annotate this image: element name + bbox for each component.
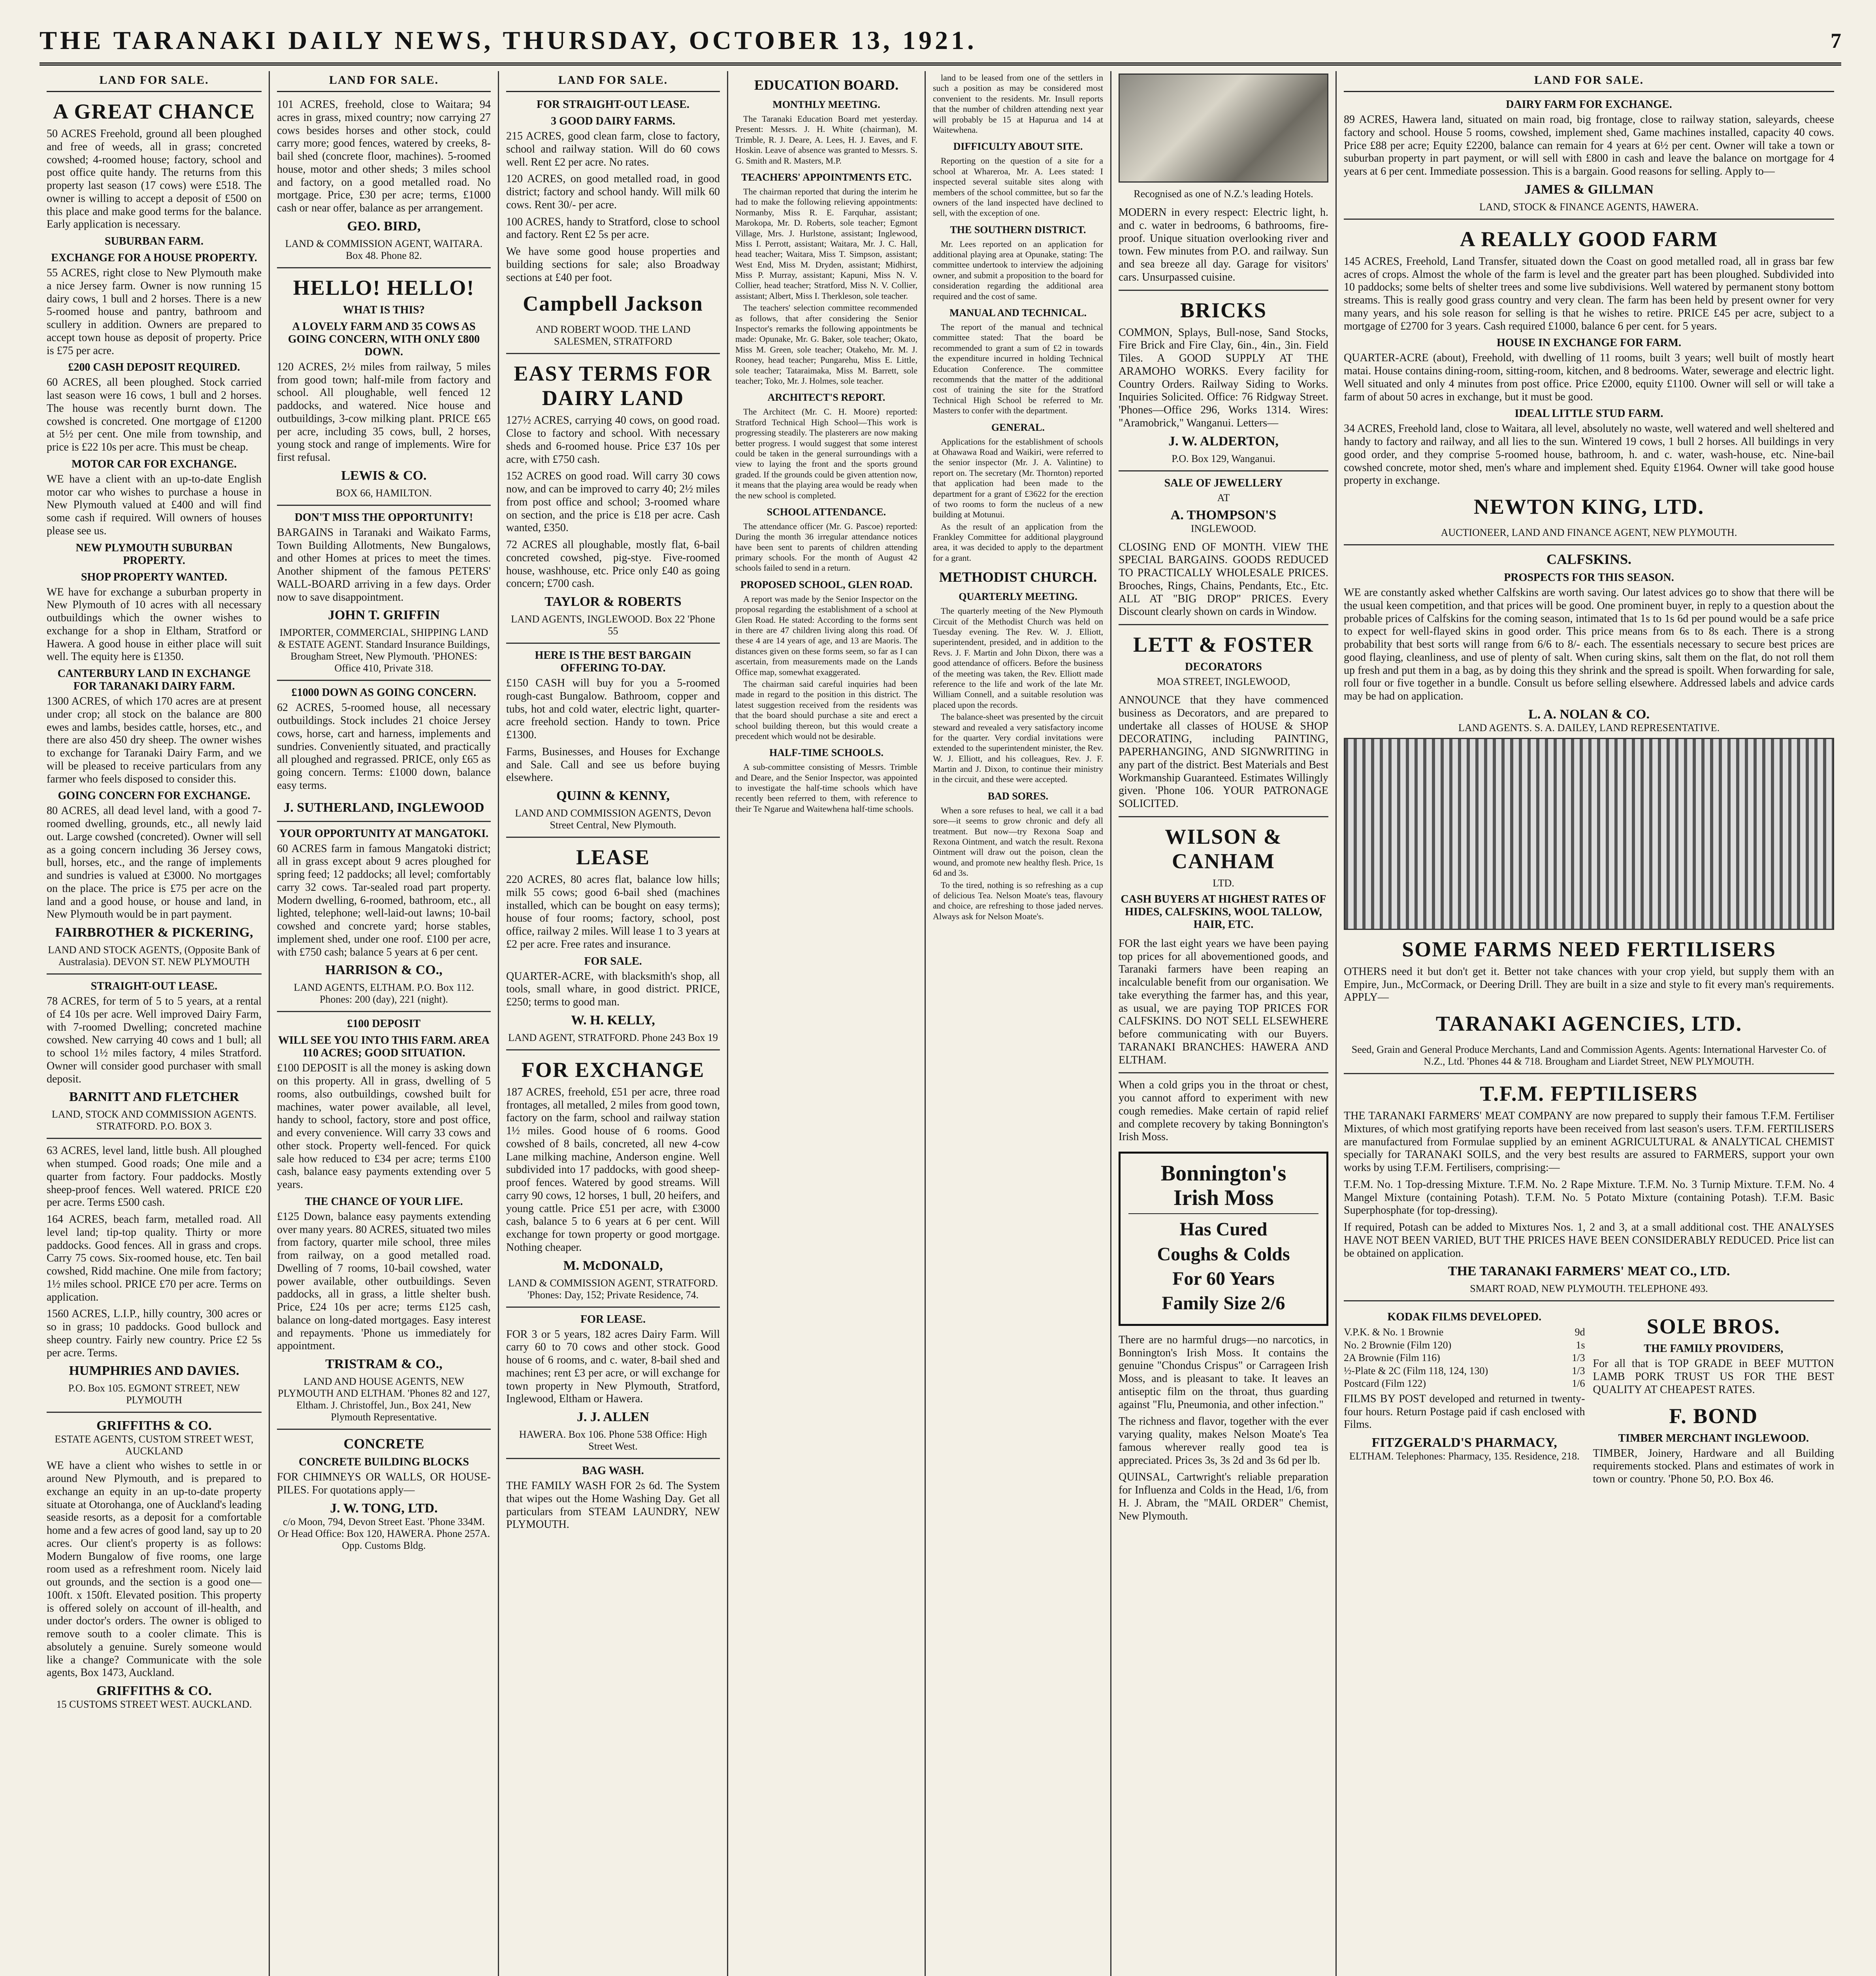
article-paragraph: land to be leased from one of the settlers in such a position as may be considered most convenient to the residents. Mr. Insull reports that the number of children attending next year will probably be 15 at Hapurua and 14 at Waitewhena. [933, 73, 1103, 135]
product-list: T.F.M. No. 1 Top-dressing Mixture. T.F.M. No. 2 Rape Mixture. T.F.M. No. 3 Turnip Mixture. T.F.M. No. 4 Mangel Mixture (containing Potash). T.F.M. No. 5 Potato Mixture (containing Potash). T.F.M. Basic Superphosphate (for top-dressing). [1344, 1178, 1834, 1217]
ad-text: 63 ACRES, level land, little bush. All ploughed when stumped. Good roads; One mile and a quarter from factory. Four paddocks. Mostly sheep-proof fences. Well watered. PRICE £20 per acre. Terms £500 cash. [47, 1144, 262, 1209]
ad-text: THE TARANAKI FARMERS' MEAT COMPANY are now prepared to supply their famous T.F.M. Fertiliser Mixtures, of which most gratifying reports have been received from last season's users. T.F.M. FERTILISERS are manufactured from Formulae supplied by an eminent AGRICULTURAL & ANALYTICAL CHEMIST specially for TARANAKI SOILS, and the very best results are assured to FARMERS, support your own works by using T.F.M. Fertilisers, comprising:— [1344, 1110, 1834, 1174]
ad-heading: BRICKS [1180, 298, 1267, 322]
agent-name: LEWIS & CO. [341, 468, 427, 483]
ad-text: OTHERS need it but don't get it. Better not take chances with your crop yield, but supply them with an Empire, Jun., McCormack, or Deering Drill. They are built in a size and style to fit every man's requirements. APPLY— [1344, 965, 1834, 1004]
ad-heading: WHAT IS THIS? [343, 304, 425, 316]
ad-heading: THE CHANCE OF YOUR LIFE. [305, 1195, 463, 1208]
ad-heading: T.F.M. FEPTILISERS [1480, 1082, 1698, 1105]
ad-subheading: EXCHANGE FOR A HOUSE PROPERTY. [51, 252, 257, 264]
agent-address: MOA STREET, INGLEWOOD, [1156, 676, 1290, 687]
ad-text: 152 ACRES on good road. Will carry 30 cows now, and can be improved to carry 40; 2½ miles from post office and school; 3-roomed whare on section, and the price is £18 per acre. Cash wanted, £350. [506, 470, 720, 534]
ad-text: We have some good house properties and building sections for sale; also Broadway sections at £40 per foot. [506, 245, 720, 284]
masthead [40, 19, 1841, 66]
ad-text: AT [1217, 492, 1230, 503]
ad-subheading: CASH BUYERS AT HIGHEST RATES OF HIDES, CALFSKINS, WOOL TALLOW, HAIR, ETC. [1121, 893, 1326, 931]
agent-name: HARRISON & CO., [325, 963, 443, 978]
ad-subheading: TIMBER MERCHANT INGLEWOOD. [1618, 1432, 1809, 1444]
ad-heading: A REALLY GOOD FARM [1460, 227, 1718, 251]
agent-name: WILSON & CANHAM [1165, 824, 1282, 873]
article-heading: SCHOOL ATTENDANCE. [767, 506, 886, 518]
agent-name: HUMPHRIES AND DAVIES. [69, 1363, 239, 1378]
ad-text: 60 ACRES, all been ploughed. Stock carried last season were 16 cows, 1 bull and 2 horses. The house was recently burnt down. The cowshed is concreted. One mortgage of £1200 at 5½ per cent. One mile from township, and price is £22 10s per acre. This must be cheap. [47, 376, 262, 453]
article-paragraph: To the tired, nothing is so refreshing as a cup of delicious Tea. Nelson Moate's teas, flavoury and choice, are refreshing to those jaded nerves. Always ask for Nelson Moate's. [933, 880, 1103, 921]
ad-text: The richness and flavor, together with the ever varying quality, makes Nelson Moate's Tea famous wherever really good tea is appreciated. Prices 3s, 3s 2d and 3s 6d per lb. [1119, 1415, 1328, 1467]
ad-text: 1560 ACRES, L.I.P., hilly country, 300 acres or so in grass; 10 paddocks. Good bullock and sheep country. Fairly new country. Price £2 5s per acre. Terms. [47, 1308, 262, 1359]
ad-subheading: THE FAMILY PROVIDERS, [1644, 1342, 1784, 1355]
bottom-ads [1344, 1307, 1834, 1490]
agent-address: AND ROBERT WOOD. THE LAND SALESMEN, STRATFORD [506, 320, 720, 354]
ad-heading: CONCRETE [343, 1436, 424, 1452]
agent-name: GEO. BIRD, [347, 219, 421, 234]
agent-name: LETT & FOSTER [1133, 633, 1314, 656]
article-paragraph: The teachers' selection committee recommended as follows, that after considering the Senior Inspector's remarks the following appointments be made: Opunake, Mr. G. Baker, sole teacher; Okato, Miss M. Green, sole teacher; Otakeho, Mr. M. J. Rooney, head teacher; Pungarehu, Miss E. Little, sole teacher; Tataraimaka, Miss M. Barrett, sole teacher; Toko, Mr. J. Holmes, sole teacher. [735, 303, 917, 386]
ad-text: 72 ACRES all ploughable, mostly flat, 6-bail concreted cowshed, pig-stye. Five-roomed house, washhouse, etc. Price only £40 as going concern; £700 cash. [506, 539, 720, 590]
product-claim: Has Cured [1179, 1219, 1268, 1240]
agent-address: LAND AND STOCK AGENTS, (Opposite Bank of Australasia). DEVON ST. NEW PLYMOUTH [47, 940, 262, 975]
ad-heading: CANTERBURY LAND IN EXCHANGE FOR TARANAKI DAIRY FARM. [57, 667, 251, 692]
ad-text: 80 ACRES, all dead level land, with a good 7-roomed dwelling, grounds, etc., all newly laid out. Large cowshed (concreted). Owner will sell as a going concern including 36 Jersey cows, bull, horses, etc., and the range of implements and sundries is valued at £3000. No mortgages on the place. The price is £75 per acre on the land and a good house, or house and land, in New Plymouth would be in part payment. [47, 805, 262, 921]
article-subtitle: QUARTERLY MEETING. [959, 591, 1077, 603]
agent-address: Seed, Grain and General Produce Merchants, Land and Commission Agents. Agents: International Harvester Co. of N.Z., Ltd. 'Phones 44 & 718. Brougham and Liardet Street, NEW PLYMOUTH. [1344, 1040, 1834, 1074]
ad-text: 34 ACRES, Freehold land, close to Waitara, all level, absolutely no waste, well watered and well sheltered and handy to factory and railway, and all lies to the sun. Wintered 19 cows, 1 bull 2 horses. All buildings in very good order, and they comprise 5-roomed house, bathroom, h. and c. water, wash-house, etc. Nine-bail cowshed concrete, motor shed, men's whare and implement shed. Equity £1964. Owner will take good house property in exchange. [1344, 422, 1834, 487]
product-claim: Coughs & Colds [1157, 1243, 1290, 1265]
ad-text: £100 DEPOSIT is all the money is asking down on this property. All in grass, dwelling of 5 rooms, also outbuildings, cowshed built for machines, water power available, all level, handy to school, factory, store and post office, and every convenience. Will carry 33 cows and other stock. Property well-fenced. For quick sale how reduced to £34 per acre; terms £100 cash, balance easy payments extending over 5 years. [277, 1062, 491, 1191]
agent-name: NEWTON KING, LTD. [1473, 495, 1705, 519]
ad-heading: GOING CONCERN FOR EXCHANGE. [58, 790, 251, 802]
agent-address: AUCTIONEER, LAND AND FINANCE AGENT, NEW PLYMOUTH. [1344, 523, 1834, 545]
agent-name: JAMES & GILLMAN [1524, 182, 1654, 197]
ad-heading: SUBURBAN FARM. [105, 235, 203, 247]
ad-text: 78 ACRES, for term of 5 to 5 years, at a rental of £4 10s per acre. Well improved Dairy Farm, with 7-roomed Dwelling; concreted machine cowshed. New carrying 40 cows and 1 bull; all to school 1½ miles factory, 4 miles Stratford. Owner will consider good purchaser with small deposit. [47, 995, 262, 1085]
ad-text: 145 ACRES, Freehold, Land Transfer, situated down the Coast on good metalled road, all in grass bar few acres of crops. Almost the whole of the farm is level and the greater part has been ploughed. Subdivided into 10 paddocks; some belts of shelter trees and some live subdivisions. Well watered by permanent stony bottom streams. This is really good grass country and very clean. The farm has been held by present owner for very many years, and his sole reason for selling is that he wishes to retire. PRICE £45 per acre, subject to a mortgage of £2700 for 3 years. Cash required £1000, balance 6 per cent. for 5 years. [1344, 255, 1834, 332]
article-paragraph: The quarterly meeting of the New Plymouth Circuit of the Methodist Church was held on Tuesday evening. The Rev. W. J. Elliott, superintendent, presided, and in addition to the Revs. J. F. Martin and John Dixon, there was a good attendance of officers. Before the business of the meeting was taken, the Rev. Elliott made reference to the life and work of the late Mr. William Connell, and a suitable resolution was placed upon the records. [933, 606, 1103, 710]
column-4 [727, 71, 925, 1976]
ad-text: If required, Potash can be added to Mixtures Nos. 1, 2 and 3, at a small additional cost. THE ANALYSES HAVE NOT BEEN VARIED, BUT THE PRICES HAVE BEEN CONSIDERABLY REDUCED. Price list can be obtained on application. [1344, 1221, 1834, 1260]
agent-name: FITZGERALD'S PHARMACY, [1371, 1435, 1557, 1450]
ad-text: QUARTER-ACRE, with blacksmith's shop, all tools, small whare, in good district. PRICE, £250; terms to good man. [506, 970, 720, 1008]
agent-address: LAND AGENT, STRATFORD. Phone 243 Box 19 [506, 1028, 720, 1050]
ad-heading: EASY TERMS FOR DAIRY LAND [514, 362, 712, 410]
ad-text: 55 ACRES, right close to New Plymouth make a nice Jersey farm. Owner is now running 15 dairy cows, 1 bull and 2 horses. There is a new 5-roomed house and pantry, bathroom and scullery in addition. Owners are prepared to accept town house as deposit of property. Price is £75 per acre. [47, 267, 262, 357]
ad-text: BARGAINS in Taranaki and Waikato Farms, Town Building Allotments, New Bungalows, and other Homes at prices to meet the times. Another shipment of the famous PETERS' WALL-BOARD arriving in a few days. Order now to save disappointment. [277, 526, 491, 603]
section-header: LAND FOR SALE. [1344, 71, 1834, 92]
ad-subheading: 3 GOOD DAIRY FARMS. [551, 115, 675, 127]
ad-text: 220 ACRES, 80 acres flat, balance low hills; milk 55 cows; good 6-bail shed (machines installed, which can be bought on easy terms); house of four rooms; factory, school, post office, railway 2 miles. Will lease 1 to 3 years at £2 per acre. Free rates and insurance. [506, 873, 720, 950]
product-price: Family Size 2/6 [1162, 1293, 1285, 1314]
ad-text: 187 ACRES, freehold, £51 per acre, three road frontages, all metalled, 2 miles from good town, factory on the farm, school and railway station 1½ miles. Good house of 6 rooms. Good cowshed of 8 bails, concreted, all new 4-cow Lane milking machine, Anderson engine. Well subdivided into 17 paddocks, with good sheep-proof fences. Watered by good streams. Will carry 90 cows, 12 horses, 1 bull, 20 heifers, and young cattle. Price £51 per acre, with £3000 cash, balance 5 to 6 years at 6 per cent. Will exchange for town property or good mortgage. Nothing cheaper. [506, 1086, 720, 1254]
article-heading: ARCHITECT'S REPORT. [767, 392, 885, 403]
agent-name: J. W. TONG, LTD. [330, 1501, 438, 1516]
ad-text: WE have for exchange a suburban property in New Plymouth of 10 acres with all necessary outbuildings which the owner wishes to exchange for a shop in Eltham, Stratford or Hawera. A good house in either place will suit well. The equity here is £1350. [47, 586, 262, 663]
ad-subheading: PROSPECTS FOR THIS SEASON. [1504, 571, 1674, 584]
ad-heading: SOME FARMS NEED FERTILISERS [1402, 937, 1776, 961]
agent-name: A. THOMPSON'S [1170, 507, 1277, 522]
ad-text: 120 ACRES, on good metalled road, in good district; factory and school handy. Will milk 60 cows. Rent 30/- per acre. [506, 173, 720, 211]
agent-address: LAND & COMMISSION AGENT, STRATFORD. 'Phones: Day, 152; Private Residence, 74. [506, 1273, 720, 1308]
article-paragraph: A report was made by the Senior Inspector on the proposal regarding the establishment of a school at Glen Road. He stated: According to the forms sent in there are 47 children living along this road. Of these 4 are 14 years of age, and 13 are Maoris. The distances given on these forms seem, so far as I can ascertain, from measurements made on the Lands Office map, somewhat exaggerated. [735, 594, 917, 677]
agent-address: P.O. Box 105. EGMONT STREET, NEW PLYMOUTH [47, 1378, 262, 1413]
price-row: No. 2 Brownie (Film 120) 1s [1344, 1339, 1585, 1351]
page-number: 7 [1831, 29, 1841, 53]
price-row: ½-Plate & 2C (Film 118, 124, 130) 1/3 [1344, 1365, 1585, 1376]
ad-heading: £1000 DOWN AS GOING CONCERN. [291, 686, 477, 699]
agent-name: J. W. ALDERTON, [1168, 434, 1279, 449]
ad-heading: FOR SALE. [584, 955, 642, 967]
ad-text: 164 ACRES, beach farm, metalled road. All level land; tip-top quality. Thirty or more paddocks. Good fences. All in grass and crops. Carry 75 cows. Six-roomed house, etc. Ten bail cowshed, Ridd machine. One mile from factory; 1½ miles school. PRICE £70 per acre. Terms on application. [47, 1213, 262, 1303]
ad-subheading: CONCRETE BUILDING BLOCKS [299, 1456, 469, 1468]
ad-heading: IDEAL LITTLE STUD FARM. [1514, 407, 1663, 420]
agent-address: LAND, STOCK & FINANCE AGENTS, HAWERA. [1344, 197, 1834, 220]
ad-text: 100 ACRES, handy to Stratford, close to school and factory. Rent £2 5s per acre. [506, 215, 720, 241]
article-paragraph: The attendance officer (Mr. G. Pascoe) reported: During the month 36 irregular attendance notices have been sent to parents of children attending primary schools. For the month of August 42 schools failed to send in a return. [735, 521, 917, 573]
article-heading: DIFFICULTY ABOUT SITE. [953, 141, 1083, 153]
ad-heading: NEW PLYMOUTH SUBURBAN PROPERTY. [75, 541, 233, 567]
ad-text: 62 ACRES, 5-roomed house, all necessary outbuildings. Stock includes 21 choice Jersey cows, horse, cart and harness, implements and sundries. Conveniently situated, and practically all ploughed and regrassed. PRICE, only £65 as going concern. Terms: £1000 down, balance easy terms. [277, 701, 491, 792]
article-paragraph: The Taranaki Education Board met yesterday. Present: Messrs. J. H. White (chairman), M. Trimble, R. J. Deare, A. Lees, H. J. Eaves, and F. Hoskin. Leave of absence was granted to Messrs. S. G. Smith and R. Masters, M.P. [735, 114, 917, 166]
section-header: LAND FOR SALE. [506, 71, 720, 92]
columns [40, 71, 1841, 1976]
column-1 [40, 71, 269, 1976]
ad-subheading: DECORATORS [1185, 661, 1262, 673]
agent-address: ELTHAM. Telephones: Pharmacy, 135. Residence, 218. [1349, 1450, 1580, 1462]
ad-text: £125 Down, balance easy payments extending over many years. 80 ACRES, situated two miles from factory, quarter mile school, three miles from railway, on a good metalled road. Dwelling of 7 rooms, 10-bail cowshed, water power available, other outbuildings. Seven paddocks, all in grass, a little shelter bush. Price, £24 10s per acre; terms £125 cash, balance on long-dated mortgages. Easy interest and repayments. 'Phone us immediately for appointment. [277, 1210, 491, 1352]
ad-text: WE are constantly asked whether Calfskins are worth saving. Our latest advices go to show that there will be the usual keen competition, and that prices will be good. One prominent buyer, in reply to a question about the probable prices of Calfskins for the coming season, intimated that 1s to 1s 6d per pound would be a safe price to expect for well-flayed skins in good order. This price means from 6s to 8s each. There is a strong probability that best sorts will range from 6/6 to 8/- each. The essentials necessary to secure best prices are good flaying, cleanliness, and use of plenty of salt. When curing skins, salt them on the flat, do not roll them up fresh and put them in a bag, as by doing this they shrink and the spread is spoilt. When forwarding for sale, roll four or five together in a bundle. Consult us before selling elsewhere. Addressed labels and advice cards may be had on application. [1344, 586, 1834, 702]
ad-heading: DAIRY FARM FOR EXCHANGE. [1506, 98, 1672, 111]
hotel-illustration [1119, 74, 1328, 183]
section-header: LAND FOR SALE. [277, 71, 491, 92]
column-3 [498, 71, 727, 1976]
article-heading: PROPOSED SCHOOL, GLEN ROAD. [740, 579, 913, 590]
sole-bros-ad [1593, 1307, 1835, 1490]
ad-text: TIMBER, Joinery, Hardware and all Building requirements stocked. Plans and estimates of work in town or country. 'Phone 50, P.O. Box 46. [1593, 1447, 1834, 1485]
ad-text: 101 ACRES, freehold, close to Waitara; 94 acres in grass, mixed country; now carrying 27 cows besides horses and other stock, could carry more; good fences, watered by creeks, 8-bail shed (concrete floor, machines). 5-roomed house, motor and other sheds; 3 miles school and factory, on a good metalled road. No mortgage. Price, £30 per acre; terms, £1000 cash or near offer, balance as per arrangement. [277, 98, 491, 214]
article-paragraph: Mr. Lees reported on an application for additional playing area at Opunake, stating: The committee undertook to interview the adjoining owner, and submit a proposition to the board for consideration regarding the additional area required and the cost of same. [933, 239, 1103, 301]
price-row: Postcard (Film 122) 1/6 [1344, 1378, 1585, 1390]
agent-address: c/o Moon, 794, Devon Street East. 'Phone 334M. Or Head Office: Box 120, HAWERA. Phone 257A. Opp. Customs Bldg. [277, 1516, 490, 1551]
ad-heading: DON'T MISS THE OPPORTUNITY! [294, 511, 473, 524]
article-heading: BAD SORES. [987, 790, 1049, 802]
ad-heading: LEASE [576, 845, 650, 869]
ad-heading: BAG WASH. [582, 1465, 644, 1477]
ad-text: For all that is TOP GRADE in BEEF MUTTON LAMB PORK TRUST US FOR THE BEST QUALITY AT CHEAPEST RATES. [1593, 1358, 1834, 1396]
ad-subheading: A LOVELY FARM AND 35 COWS AS GOING CONCERN, WITH ONLY £800 DOWN. [288, 320, 480, 358]
ad-heading: MOTOR CAR FOR EXCHANGE. [72, 458, 237, 470]
product-title: Irish Moss [1173, 1185, 1274, 1210]
agent-address: ESTATE AGENTS, CUSTOM STREET WEST, AUCKLAND [55, 1433, 254, 1457]
ad-text: ANNOUNCE that they have commenced business as Decorators, and are prepared to undertake all classes of HOUSE & SHOP DECORATING, including PAINTING, PAPERHANGING, AND SIGNWRITING in any part of the district. Best Materials and Best Workmanship Guaranteed. Estimates Willingly given. 'Phone 106. YOUR PATRONAGE SOLICITED. [1119, 690, 1328, 817]
agent-address: INGLEWOOD. [1190, 522, 1256, 534]
section-header: LAND FOR SALE. [47, 71, 262, 92]
ad-heading: HERE IS THE BEST BARGAIN OFFERING TO-DAY. [535, 649, 691, 674]
agent-address: P.O. Box 129, Wanganui. [1119, 449, 1328, 471]
ad-text: 1300 ACRES, of which 170 acres are at present under crop; all stock on the balance are 800 ewes and lambs, besides cattle, horses, etc., and there are also 450 dry sheep. The owner wishes to exchange for Taranaki Dairy Farm, and we will be pleased to receive particulars from any farmer who feels disposed to consider this. [47, 695, 262, 785]
agent-address: LAND & COMMISSION AGENT, WAITARA. Box 48. Phone 82. [277, 234, 491, 268]
kodak-ad [1344, 1307, 1585, 1490]
agent-address: LAND AGENTS. S. A. DAILEY, LAND REPRESENTATIVE. [1458, 722, 1720, 733]
agent-name: Campbell Jackson [523, 292, 703, 316]
agent-name: JOHN T. GRIFFIN [328, 608, 440, 623]
column-5 [925, 71, 1110, 1976]
agent-name: J. SUTHERLAND, INGLEWOOD [277, 796, 491, 822]
ad-text: £150 CASH will buy for you a 5-roomed rough-cast Bungalow. Bathroom, copper and tubs, hot and cold water, electric light, quarter-acre freehold section. Handy to town. Price £1300. [506, 677, 720, 741]
seed-drill-illustration [1344, 738, 1834, 930]
agent-name: W. H. KELLY, [571, 1013, 655, 1028]
article-heading: TEACHERS' APPOINTMENTS ETC. [741, 171, 912, 183]
agent-address: SMART ROAD, NEW PLYMOUTH. TELEPHONE 493. [1344, 1279, 1834, 1301]
ad-text: FILMS BY POST developed and returned in twenty-four hours. Return Postage paid if cash enclosed with Films. [1344, 1392, 1585, 1431]
article-paragraph: The chairman said careful inquiries had been made in regard to the position in this district. The latest suggestion received from the residents was that the board should purchase a site and erect a school building thereon, but this would create a precedent which would not be desirable. [735, 679, 917, 741]
article-paragraph: As the result of an application from the Frankley Committee for additional playground area, it was decided to apply to the department for a grant. [933, 521, 1103, 563]
ad-text: COMMON, Splays, Bull-nose, Sand Stocks, Fire Brick and Fire Clay, 6in., 4in., 3in. Field Tiles. A GOOD SUPPLY AT THE ARAMOHO WORKS. Every facility for Country Orders. Railway Siding to Works. Inquiries Solicited. Office: 76 Ridgway Street. 'Phones—Office 296, Works 1314. Wires: "Aramobrick," Wanganui. Letters— [1119, 326, 1328, 429]
agent-address: LAND AND COMMISSION AGENTS, Devon Street Central, New Plymouth. [506, 803, 720, 838]
agent-name: SOLE BROS. [1646, 1314, 1780, 1339]
price-row: 2A Brownie (Film 116) 1/3 [1344, 1352, 1585, 1364]
ad-heading: CALFSKINS. [1546, 551, 1632, 567]
column-6 [1110, 71, 1335, 1976]
article-paragraph: When a sore refuses to heal, we call it a bad sore—it seems to grow chronic and defy all treatment. But now—try Rexona Soap and Rexona Ointment, and watch the result. Rexona Ointment will draw out the poison, clean the wound, and promote new healthy flesh. Price, 1s 6d and 3s. [933, 805, 1103, 878]
agent-name: M. McDONALD, [563, 1258, 663, 1273]
bonnington-ad [1119, 1152, 1328, 1326]
agent-name: BARNITT AND FLETCHER [69, 1090, 239, 1105]
agent-name: TRISTRAM & CO., [325, 1357, 443, 1371]
agent-name: THE TARANAKI FARMERS' MEAT CO., LTD. [1448, 1264, 1730, 1279]
ad-text: FOR CHIMNEYS OR WALLS, OR HOUSE-PILES. For quotations apply— [277, 1471, 491, 1496]
ad-heading: KODAK FILMS DEVELOPED. [1387, 1311, 1542, 1324]
ad-heading: £200 CASH DEPOSIT REQUIRED. [68, 361, 240, 374]
ad-text: FOR the last eight years we have been paying top prices for all abovementioned goods, and Taranaki farmers have been reaping an incalculable benefit from our organisation. We take everything the farmer has, and this year, as usual, we are paying TOP PRICES FOR CALFSKINS. DO NOT SELL ELSEWHERE before communicating with our Buyers. TARANAKI BRANCHES: HAWERA AND ELTHAM. [1119, 933, 1328, 1074]
article-paragraph: The balance-sheet was presented by the circuit steward and revealed a very satisfactory income for the quarter. Very cordial invitations were extended to the superintendent minister, the Rev. W. J. Elliott, and his colleagues, Rev. J. F. Martin and J. Dixon, to continue their ministry in the circuit, and these were accepted. [933, 712, 1103, 784]
ad-heading: SALE OF JEWELLERY [1164, 477, 1283, 489]
ad-text: THE FAMILY WASH FOR 2s 6d. The System that wipes out the Home Washing Day. Get all particulars from STEAM LAUNDRY, NEW PLYMOUTH. [506, 1480, 720, 1531]
ad-text: FOR 3 or 5 years, 182 acres Dairy Farm. Will carry 60 to 70 cows and other stock. Good house of 6 rooms, and c. water, 8-bail shed and machines; rent £3 per acre, or will exchange for town property in New Plymouth, Stratford, Inglewood, Eltham or Hawera. [506, 1328, 720, 1405]
price-list [1344, 1326, 1585, 1390]
agent-address: LAND AND HOUSE AGENTS, NEW PLYMOUTH AND ELTHAM. 'Phones 82 and 127, Eltham. J. Christoffel, Jun., Box 241, New Plymouth Representative. [277, 1372, 491, 1430]
ad-text: QUINSAL, Cartwright's reliable preparation for Influenza and Colds in the Head, 1/6, from H. J. Abram, the "MAIL ORDER" Chemist, New Plymouth. [1119, 1471, 1328, 1522]
ad-heading: HELLO! HELLO! [293, 275, 475, 300]
product-claim: For 60 Years [1172, 1268, 1275, 1289]
agent-address: LAND, STOCK AND COMMISSION AGENTS. STRATFORD. P.O. BOX 3. [47, 1105, 262, 1139]
agent-address: 15 CUSTOMS STREET WEST. AUCKLAND. [56, 1699, 252, 1710]
agent-address: IMPORTER, COMMERCIAL, SHIPPING LAND & ESTATE AGENT. Standard Insurance Buildings, Brougham Street, New Plymouth. 'PHONES: Office 410, Private 318. [277, 623, 491, 681]
article-paragraph: Reporting on the question of a site for a school at Whareroa, Mr. A. Lees stated: I inspected several suitable sites along with members of the school committee, but so far the owners of the land inspected have declined to sell, with the exception of one. [933, 156, 1103, 218]
ad-text: 215 ACRES, good clean farm, close to factory, school and railway station. Will do 60 cows well. Rent £2 per acre. No rates. [506, 130, 720, 168]
agent-name: FAIRBROTHER & PICKERING, [55, 925, 253, 940]
ad-text: MODERN in every respect: Electric light, h. and c. water in bedrooms, 6 bathrooms, fire-proof. Unique situation overlooking river and town. Few minutes from P.O. and railway. Sun and sea breeze all day. Garage for visitors' cars. Unsurpassed cuisine. [1119, 202, 1328, 291]
column-2 [269, 71, 498, 1976]
agent-suffix: LTD. [1213, 877, 1234, 889]
ad-heading: FOR EXCHANGE [521, 1058, 705, 1082]
ad-heading: FOR LEASE. [580, 1313, 646, 1326]
ad-text: WE have a client who wishes to settle in or around New Plymouth, and is prepared to exchange an equity in an up-to-date property situate at Otorohanga, one of Auckland's leading seaside resorts, as a deposit for a comfortable home and a few acres of good land, say up to 20 acres. Our client's property is as follows: Modern Bungalow of five rooms, one large room used as a refreshment room. Nicely laid out grounds, and the section is a good one—100ft. x 150ft. Elevated position. This property is offered solely on account of ill-health, and under doctor's orders. The owner is obliged to remove south to a cooler climate. This is absolutely a genuine. Surely someone would like a change? Communicate with the sole agents, Box 1473, Auckland. [47, 1459, 262, 1679]
agent-address: LAND AGENTS, INGLEWOOD. Box 22 'Phone 55 [506, 609, 720, 644]
article-heading: MANUAL AND TECHNICAL. [949, 307, 1087, 319]
agent-address: HAWERA. Box 106. Phone 538 Office: High Street West. [506, 1425, 720, 1459]
ad-text: Farms, Businesses, and Houses for Exchange and Sale. Call and see us before buying elsewhere. [506, 745, 720, 784]
agent-name: J. J. ALLEN [576, 1410, 650, 1424]
ad-subheading: SHOP PROPERTY WANTED. [81, 571, 228, 583]
ad-text: CLOSING END OF MONTH. VIEW THE SPECIAL BARGAINS. GOODS REDUCED TO PRACTICALLY WHOLESALE PRICES. Brooches, Rings, Chains, Pendants, Etc., Etc. ALL AT "BIG DROP" PRICES. Every Discount clearly shown on cards in Window. [1119, 537, 1328, 626]
agent-name: TARANAKI AGENCIES, LTD. [1435, 1012, 1742, 1035]
agent-name: F. BOND [1669, 1404, 1758, 1428]
article-heading: HALF-TIME SCHOOLS. [769, 747, 883, 759]
column-7 [1335, 71, 1841, 1976]
article-paragraph: The Architect (Mr. C. H. Moore) reported: Stratford Technical High School—This work is progressing steadily. The plasterers are now making better progress. I would suggest that some interest could be taken in the general surroundings with a view to laying the front and the sports ground graded. If the grounds could be given attention now, it means that the playing area would be ready when the new school is completed. [735, 407, 917, 500]
ad-subheading: WILL SEE YOU INTO THIS FARM. AREA 110 ACRES; GOOD SITUATION. [278, 1034, 490, 1060]
ad-text: When a cold grips you in the throat or chest, you cannot afford to experiment with new cough remedies. Make certain of rapid relief and complete recovery by taking Bonnington's Irish Moss. [1119, 1079, 1328, 1143]
ad-text: 89 ACRES, Hawera land, situated on main road, big frontage, close to railway station, saleyards, cheese factory and school. House 5 rooms, cowshed, implement shed, Game machines installed, capacity 40 cows. Price £88 per acre; Equity £2200, balance can remain for 4 years at 6½ per cent. Owner will take a town or suburban property in part payment, or will sell with £800 in cash and leave the balance on mortgage for 4 years at 6 per cent. Immediate possession. This is a bargain. Good reasons for selling. Apply to— [1344, 113, 1834, 177]
ad-text: 127½ ACRES, carrying 40 cows, on good road. Close to factory and school. With necessary sheds and 6-roomed house. Price £37 10s per acre, with £750 cash. [506, 414, 720, 466]
ad-text: There are no harmful drugs—no narcotics, in Bonnington's Irish Moss. It contains the genuine "Chondus Crispus" or Carrageen Irish Moss, and is pleasant to take. It leaves an antiseptic film on the throat, thus guarding against "Flu, Pneumonia, and other infection." [1119, 1333, 1328, 1411]
agent-address: LAND AGENTS, ELTHAM. P.O. Box 112. Phones: 200 (day), 221 (night). [277, 978, 491, 1012]
ad-heading: A GREAT CHANCE [53, 100, 256, 123]
article-title: EDUCATION BOARD. [754, 77, 899, 93]
article-paragraph: Applications for the establishment of schools at Ohawawa Road and Waikiri, were referred to the senior inspector (Mr. J. A. Valintine) to report on. The secretary (Mr. Thornton) reported that application had been made to the department for a grant of £3622 for the erection of two rooms to form the nucleus of a new building at Motunui. [933, 436, 1103, 520]
article-title: METHODIST CHURCH. [939, 569, 1097, 585]
article-paragraph: A sub-committee consisting of Messrs. Trimble and Deare, and the Senior Inspector, was appointed to investigate the half-time schools which have recently been referred to them, with reference to their Te Ngarue and Waitewhena half-time schools. [735, 762, 917, 814]
ad-heading: YOUR OPPORTUNITY AT MANGATOKI. [279, 827, 489, 840]
ad-heading: STRAIGHT-OUT LEASE. [90, 980, 218, 992]
product-title: Bonnington's [1160, 1161, 1286, 1186]
ad-text: 60 ACRES farm in famous Mangatoki district; all in grass except about 9 acres ploughed for spring feed; 12 paddocks; all level; comfortably carry 32 cows. Tar-sealed road part property. Modern dwelling, 6-roomed, bathroom, etc., all lighted, telephone; well-laid-out lawns; 10-bail cowshed and concrete yard; horse stables, implement shed, under one roof. £100 per acre, with £750 cash; balance 5 years at 6 per cent. [277, 842, 491, 958]
agent-name: GRIFFITHS & CO. [96, 1418, 212, 1433]
article-paragraph: The report of the manual and technical committee stated: That the board be recommended to grant a sum of £2 in towards the expenditure incurred in holding Technical Education Conference. The committee recommends that the matter of the additional cost of training the site for the Stratford Technical High School be referred to Mr. Masters to confer with the department. [933, 322, 1103, 416]
article-subtitle: MONTHLY MEETING. [772, 99, 880, 110]
agent-address: BOX 66, HAMILTON. [277, 483, 491, 506]
article-paragraph: The chairman reported that during the interim he had to make the following relieving appointments: Normanby, Miss R. E. Farquhar, assistant; Marokopa, Mr. D. Roberts, sole teacher; Egmont Village, Mrs. J. Hurlstone, assistant; Inglewood, Miss I. Perrott, assistant; Waitara, Mr. J. C. Hall, head teacher; Waitara, Miss T. Simpson, assistant; West End, Miss M. Dryden, assistant; Midhirst, Miss P. Murray, assistant; Kapuni, Miss N. V. Collier, head teacher; Stratford, Miss N. V. Collier, assistant; Albert, Miss I. Therkleson, sole teacher. [735, 186, 917, 301]
article-heading: THE SOUTHERN DISTRICT. [950, 224, 1086, 236]
ad-heading: FOR STRAIGHT-OUT LEASE. [537, 98, 689, 111]
agent-name: GRIFFITHS & CO. [96, 1684, 212, 1698]
masthead-title: THE TARANAKI DAILY NEWS, THURSDAY, OCTOBER 13, 1921. [40, 26, 977, 55]
price-row: V.P.K. & No. 1 Brownie 9d [1344, 1326, 1585, 1338]
ad-heading: HOUSE IN EXCHANGE FOR FARM. [1497, 337, 1681, 349]
agent-name: TAYLOR & ROBERTS [544, 594, 682, 609]
article-heading: GENERAL. [991, 421, 1045, 433]
ad-heading: £100 DEPOSIT [347, 1018, 421, 1030]
ad-text: QUARTER-ACRE (about), Freehold, with dwelling of 11 rooms, built 3 years; well built of mostly heart matai. House contains dining-room, sitting-room, kitchen, and 8 bedrooms. Water, sewerage and electric light. Well situated and only 4 minutes from post office. Price £2000, equity £1100. Owner will sell or will take a farm of about 50 acres in exchange, but it must be good. [1344, 352, 1834, 403]
divider [1128, 1213, 1318, 1214]
agent-name: L. A. NOLAN & CO. [1528, 707, 1650, 722]
ad-text: WE have a client with an up-to-date English motor car who wishes to purchase a house in New Plymouth valued at £400 and will find some cash if required. Will owners of houses please see us. [47, 473, 262, 537]
agent-name: QUINN & KENNY, [556, 788, 670, 803]
ad-text: 50 ACRES Freehold, ground all been ploughed and free of weeds, all in grass; concreted cowshed; 4-roomed house; factory, school and post office quite handy. The returns from this property last season (17 cows) were £518. The owner is willing to accept a deposit of £500 on this place and make good terms for the balance. Early application is necessary. [47, 128, 262, 231]
illustration-caption: Recognised as one of N.Z.'s leading Hotels. [1134, 188, 1313, 200]
ad-text: 120 ACRES, 2½ miles from railway, 5 miles from good town; half-mile from factory and school. All ploughable, well fenced 12 paddocks, and watered. Nice house and outbuildings, 3-cow milking plant. PRICE £65 per acre, including 35 cows, bull, 2 horses, young stock and range of implements. Wire for first refusal. [277, 360, 491, 464]
